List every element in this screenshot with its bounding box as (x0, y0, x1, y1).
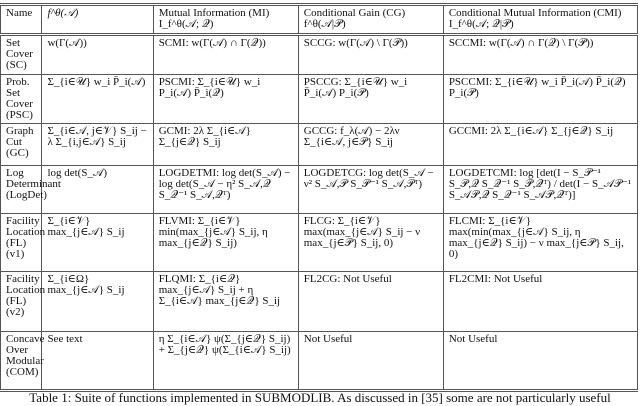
functions-table-wrapper (0, 3, 638, 392)
table-row (1, 124, 638, 166)
cell-cg: PSCCG: Σ_{i∈𝒰} w_i P̄_i(𝒜) P_i(𝒫) (298, 75, 443, 124)
cell-cg: SCCG: w(Γ(𝒜) \ Γ(𝒫)) (298, 35, 443, 75)
cell-cg: Not Useful (298, 332, 443, 391)
cell-mi: SCMI: w(Γ(𝒜) ∩ Γ(𝒬)) (153, 35, 298, 75)
table-caption: Table 1: Suite of functions implemented in SUBMODLIB. As discussed in [35] some are not particularly useful (29, 390, 611, 405)
cell-name: Log Determinant (LogDet) (1, 166, 42, 214)
header-mi: Mutual Information (MI) I_f^θ(𝒜; 𝒬) (153, 5, 298, 35)
cell-name: Set Cover (SC) (1, 35, 42, 75)
cell-cmi: GCCMI: 2λ Σ_{i∈𝒜} Σ_{j∈𝒬} S_ij (443, 124, 637, 166)
cell-mi: LOGDETMI: log det(S_𝒜) − log det(S_𝒜 − η² S_𝒜,𝒬 S_𝒬⁻¹ S_𝒜,𝒬ᵀ) (153, 166, 298, 214)
cell-cmi: Not Useful (443, 332, 637, 391)
cell-cg: GCCG: f_λ(𝒜) − 2λν Σ_{i∈𝒜, j∈𝒫} S_ij (298, 124, 443, 166)
cell-mi: PSCMI: Σ_{i∈𝒰} w_i P_i(𝒜) P̄_i(𝒬) (153, 75, 298, 124)
cell-cmi: FLCMI: Σ_{i∈𝒱} max(min(max_{j∈𝒜} S_ij, η max_{j∈𝒬} S_ij) − ν max_{j∈𝒫} S_ij, 0) (443, 214, 637, 272)
table-row (1, 332, 638, 391)
cell-f: log det(S_𝒜) (42, 166, 153, 214)
cell-cmi: SCCMI: w(Γ(𝒜) ∩ Γ(𝒬) \ Γ(𝒫)) (443, 35, 637, 75)
table-row (1, 272, 638, 332)
cell-mi: η Σ_{i∈𝒜} ψ(Σ_{j∈𝒬} S_ij) + Σ_{j∈𝒬} ψ(Σ_{i∈𝒜} S_ij) (153, 332, 298, 391)
cell-mi: FLQMI: Σ_{i∈𝒬} max_{j∈𝒜} S_ij + η Σ_{i∈𝒜} max_{j∈𝒬} S_ij (153, 272, 298, 332)
header-cmi: Conditional Mutual Information (CMI) I_f^θ(𝒜; 𝒬|𝒫) (443, 5, 637, 35)
cell-mi: FLVMI: Σ_{i∈𝒱} min(max_{j∈𝒜} S_ij, η max_{j∈𝒬} S_ij) (153, 214, 298, 272)
header-name: Name (1, 5, 42, 35)
table-row (1, 35, 638, 75)
cell-cmi: FL2CMI: Not Useful (443, 272, 637, 332)
table-header-row (1, 5, 638, 35)
cell-cg: FLCG: Σ_{i∈𝒱} max(max_{j∈𝒜} S_ij − ν max_{j∈𝒫} S_ij, 0) (298, 214, 443, 272)
cell-cg: FL2CG: Not Useful (298, 272, 443, 332)
cell-name: Concave Over Modular (COM) (1, 332, 42, 391)
cell-name: Facility Location (FL) (v2) (1, 272, 42, 332)
header-cg: Conditional Gain (CG) f^θ(𝒜|𝒫) (298, 5, 443, 35)
cell-f: Σ_{i∈𝒱} max_{j∈𝒜} S_ij (42, 214, 153, 272)
cell-name: Facility Location (FL) (v1) (1, 214, 42, 272)
cell-cg: LOGDETCG: log det(S_𝒜 − ν² S_𝒜,𝒫 S_𝒫⁻¹ S_𝒜,𝒫ᵀ) (298, 166, 443, 214)
cell-name: Prob. Set Cover (PSC) (1, 75, 42, 124)
cell-mi: GCMI: 2λ Σ_{i∈𝒜} Σ_{j∈𝒬} S_ij (153, 124, 298, 166)
table-row (1, 166, 638, 214)
table-row (1, 75, 638, 124)
functions-table (0, 3, 638, 392)
cell-f: w(Γ(𝒜)) (42, 35, 153, 75)
cell-cmi: PSCCMI: Σ_{i∈𝒰} w_i P̄_i(𝒜) P̄_i(𝒬) P_i(𝒫) (443, 75, 637, 124)
header-f: f^θ(𝒜) (42, 5, 153, 35)
cell-f: See text (42, 332, 153, 391)
table-row (1, 214, 638, 272)
cell-f: Σ_{i∈Ω} max_{j∈𝒜} S_ij (42, 272, 153, 332)
cell-f: Σ_{i∈𝒰} w_i P̄_i(𝒜) (42, 75, 153, 124)
cell-f: Σ_{i∈𝒜, j∈𝒱} S_ij − λ Σ_{i,j∈𝒜} S_ij (42, 124, 153, 166)
cell-name: Graph Cut (GC) (1, 124, 42, 166)
cell-cmi: LOGDETCMI: log [det(I − S_𝒫⁻¹ S_𝒫,𝒬 S_𝒬⁻¹ S_𝒫,𝒬ᵀ) / det(I − S_𝒜𝒫⁻¹ S_𝒜𝒫,𝒬 S_𝒬⁻¹ S_𝒜𝒫,𝒬ᵀ)] (443, 166, 637, 214)
